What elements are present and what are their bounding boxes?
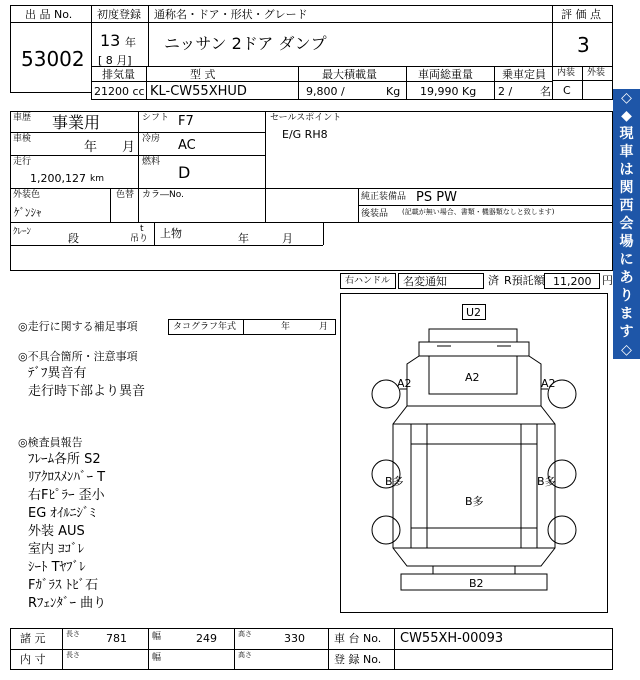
interior-label: 内装 [557, 68, 576, 78]
recycle-amount: 11,200 [553, 275, 592, 288]
banner-char: 車 [619, 144, 634, 160]
shift-label: シフト [142, 113, 170, 123]
crane-label: ｸﾚｰﾝ [13, 227, 32, 237]
divider [10, 132, 265, 133]
lot-label: 出 品 No. [25, 8, 73, 21]
dims-label: 諸 元 [20, 632, 46, 645]
divider [110, 188, 111, 222]
banner-char: 関 [619, 180, 634, 196]
height-value: 330 [284, 632, 305, 645]
inspector-line-2: ﾘｱｸﾛｽﾒﾝﾊﾞｰ T [28, 470, 106, 485]
damage-b-right: B多 [537, 475, 556, 488]
divider [10, 155, 265, 156]
mileage-value: 1,200,127 [30, 172, 86, 185]
divider [154, 222, 155, 245]
first-reg-label: 初度登録 [97, 8, 141, 21]
upper-year: 年 [238, 232, 249, 245]
ac-label: 冷房 [142, 134, 161, 144]
rating-label-cell [552, 5, 613, 23]
after-market-label: 後装品 [361, 209, 389, 219]
lot-number-cell [10, 22, 92, 93]
divider [406, 66, 407, 100]
divider [234, 628, 235, 670]
name-change-cell [398, 273, 484, 289]
tacho-year: 年 [281, 322, 291, 332]
inspection-month: 月 [122, 140, 136, 155]
mileage-label: 走行 [13, 157, 32, 167]
damage-b-center: B多 [465, 495, 484, 508]
ext-color-value: ｹﾞﾝｼｬ [14, 206, 42, 219]
deposit-label: 済 [488, 274, 499, 287]
inspection-year: 年 [84, 140, 98, 155]
exterior-value-cell [582, 80, 613, 100]
divider [394, 628, 395, 670]
banner-char: り [619, 288, 634, 304]
crane-ton: t [140, 224, 144, 234]
chassis-value: CW55XH-00093 [400, 631, 504, 646]
banner-char: 場 [619, 234, 634, 250]
banner-char: ◆ [621, 108, 632, 124]
truck-diagram [340, 293, 608, 613]
tacho-cell [168, 319, 336, 335]
banner-char: に [619, 252, 634, 268]
banner-char: ◇ [621, 90, 632, 106]
car-name: ニッサン 2ドア ダンプ [164, 34, 327, 53]
divider [146, 66, 147, 100]
divider [358, 205, 613, 206]
inspector-line-3: 右Fﾋﾟﾗｰ 歪小 [28, 488, 105, 503]
exterior-label: 外装 [587, 68, 606, 78]
venue-banner [613, 89, 640, 376]
inspector-line-1: ﾌﾚｰﾑ各所 S2 [28, 452, 101, 467]
upper-month: 月 [282, 232, 293, 245]
rating-label: 評 価 点 [561, 8, 601, 21]
max-load-unit: Kg [386, 85, 401, 98]
damage-b-left: B多 [385, 475, 404, 488]
upper-label: 上物 [160, 227, 182, 240]
interior-value-cell [552, 80, 583, 100]
recycle-label: R預託額 [504, 274, 545, 287]
damage-a2-right: A2 [541, 377, 556, 390]
capacity-unit: 名 [540, 85, 551, 98]
interior-label-cell [552, 66, 583, 81]
divider [243, 319, 244, 335]
divider [358, 188, 359, 222]
divider [323, 222, 324, 245]
banner-char: ま [619, 306, 634, 322]
divider [62, 628, 63, 670]
banner-char: ◆ [621, 360, 632, 376]
banner-char: ◇ [621, 342, 632, 358]
inspector-line-6: 室内 ﾖｺﾞﾚ [28, 542, 85, 557]
capacity-label: 乗車定員 [502, 68, 546, 81]
after-market-note: (記載が無い場合、書類・機器類なしと致します) [402, 208, 555, 216]
model-value: KL-CW55XHUD [150, 84, 247, 99]
capacity-value: 2 / [498, 85, 513, 98]
damage-b2: B2 [469, 577, 484, 590]
inspector-line-7: ｼｰﾄ Tﾔﾌﾞﾚ [28, 560, 86, 575]
history-value: 事業用 [52, 113, 101, 132]
crane-stage: 段 [68, 232, 79, 245]
divider [10, 188, 613, 189]
fuel-value: D [178, 163, 191, 182]
length-value: 781 [106, 632, 127, 645]
banner-char: 西 [619, 198, 634, 214]
inspector-line-8: Fｶﾞﾗｽ ﾄﾋﾞ石 [28, 578, 99, 593]
divider [138, 188, 139, 222]
inner-length-label: 長さ [66, 651, 80, 659]
rating-cell [552, 22, 613, 67]
displacement-value: 21200 cc [94, 85, 145, 98]
inner-width-label: 幅 [152, 653, 162, 663]
color-no-label: カラ―No. [142, 190, 184, 200]
banner-char: は [619, 162, 634, 178]
divider [328, 628, 329, 670]
divider [298, 66, 299, 100]
sales-point-label: セールスポイント [270, 113, 342, 123]
lot-number: 53002 [21, 47, 85, 71]
banner-char: 会 [619, 216, 634, 232]
inner-height-label: 高さ [238, 651, 252, 659]
inner-dims-label: 内 寸 [20, 653, 46, 666]
damage-a2-left: A2 [397, 377, 412, 390]
inspection-label: 車検 [13, 134, 32, 144]
divider [138, 111, 139, 188]
length-label: 長さ [66, 630, 80, 638]
banner-char: す [619, 324, 634, 340]
history-label: 車歴 [13, 113, 32, 123]
name-change-label: 名変通知 [403, 275, 447, 288]
u2-box [462, 304, 486, 320]
mileage-unit: km [90, 174, 104, 184]
divider [265, 111, 266, 222]
truck-outline-drawing [341, 294, 607, 612]
supplement-label: ◎走行に関する補足事項 [18, 320, 138, 333]
equipment-label: 純正装備品 [361, 192, 407, 202]
ac-value: AC [178, 138, 196, 153]
divider [148, 628, 149, 670]
interior-value: C [563, 84, 571, 97]
first-reg-month: [ 8 月] [98, 54, 132, 67]
crane-hang: 吊り [130, 234, 149, 244]
rating-value: 3 [577, 33, 590, 57]
divider [494, 66, 495, 100]
defect-line-1: ﾃﾞﾌ異音有 [28, 366, 87, 381]
gross-weight-label: 車両総重量 [418, 68, 473, 81]
exterior-label-cell [582, 66, 613, 81]
recycle-amount-cell [544, 273, 600, 289]
car-name-cell [91, 22, 553, 67]
car-name-label-cell [148, 5, 553, 23]
inspector-line-4: EG ｵｲﾙﾆｼﾞﾐ [28, 506, 96, 521]
max-load-value: 9,800 / [306, 85, 345, 98]
max-load-label: 最大積載量 [322, 68, 377, 81]
year-unit: 年 [125, 36, 136, 49]
banner-char: あ [619, 270, 634, 286]
defect-line-2: 走行時下部より異音 [28, 384, 146, 399]
handle-value: 右ハンドル [345, 276, 391, 286]
handle-cell [340, 273, 396, 289]
equipment-value: PS PW [416, 190, 457, 205]
inspector-line-5: 外装 AUS [28, 524, 85, 539]
inspector-line-9: Rﾌｪﾝﾀﾞｰ 曲り [28, 596, 107, 611]
height-label: 高さ [238, 630, 252, 638]
banner-char: 現 [619, 126, 634, 142]
width-label: 幅 [152, 632, 162, 642]
displacement-label: 排気量 [102, 68, 135, 81]
damage-a2-top: A2 [465, 371, 480, 384]
gross-weight-value: 19,990 Kg [420, 85, 477, 98]
inspector-label: ◎検査員報告 [18, 436, 83, 449]
first-reg-label-cell [91, 5, 149, 23]
ext-color-label: 外装色 [13, 190, 41, 200]
divider [10, 649, 613, 650]
divider [10, 245, 323, 246]
tacho-month: 月 [319, 322, 329, 332]
registration-label: 登 録 No. [334, 653, 382, 666]
damage-u2: U2 [466, 306, 482, 319]
shift-value: F7 [178, 114, 194, 129]
spec-row-divider [91, 81, 553, 82]
sales-point-value: E/G RH8 [282, 128, 328, 141]
tacho-label: タコグラフ年式 [173, 322, 237, 332]
model-label: 型 式 [190, 68, 216, 81]
first-reg-year: 13 [100, 31, 121, 50]
recycle-unit: 円 [602, 274, 613, 287]
defects-label: ◎不具合箇所・注意事項 [18, 350, 138, 363]
width-value: 249 [196, 632, 217, 645]
chassis-label: 車 台 No. [334, 632, 382, 645]
color-change-label: 色替 [116, 190, 135, 200]
fuel-label: 燃料 [142, 157, 161, 167]
divider [10, 222, 613, 223]
lot-label-cell [10, 5, 92, 23]
divider [148, 22, 149, 67]
car-name-label: 通称名・ドア・形状・グレード [154, 8, 308, 21]
auction-sheet [10, 5, 613, 675]
